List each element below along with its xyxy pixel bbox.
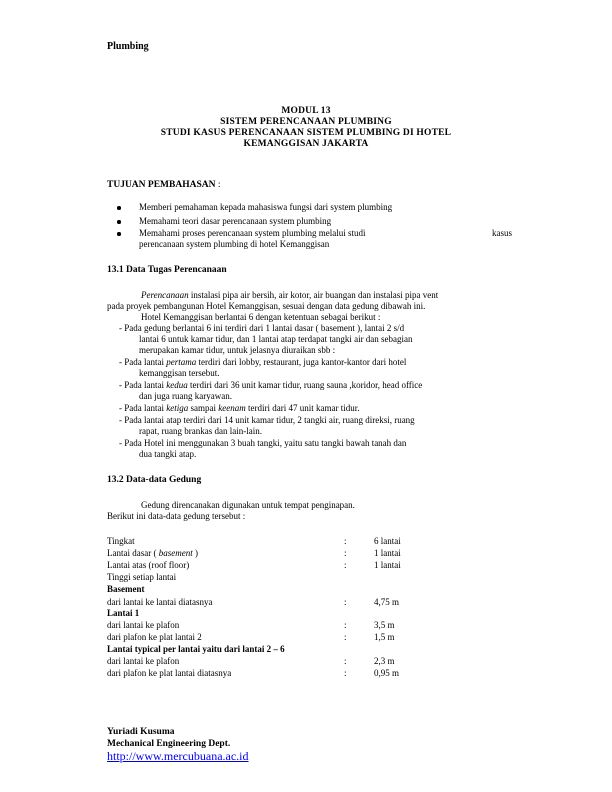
floor-item-pre: - Pada lantai xyxy=(119,380,167,390)
floor-item xyxy=(119,380,422,391)
data-group-heading: Lantai typical per lantai yaitu dari lantai 2 – 6 xyxy=(107,644,285,654)
data-row-value: 1 lantai xyxy=(374,560,401,570)
floor-item-cont: rapat, ruang brankas dan lain-lain. xyxy=(139,426,262,436)
data-row-label: Tinggi setiap lantai xyxy=(107,572,177,582)
objective-item-tail: kasus xyxy=(492,228,512,238)
data-row-colon: : xyxy=(344,632,347,642)
floor-item-mid: sampai xyxy=(188,403,219,413)
data-row-value: 1,5 m xyxy=(374,632,395,642)
module-subtitle-cont: KEMANGGISAN JAKARTA xyxy=(243,139,369,149)
floor-item-post: terdiri dari 36 unit kamar tidur, ruang sauna ,koridor, head office xyxy=(187,380,423,390)
bullet-dot xyxy=(117,206,121,210)
data-row-label: dari plafon ke plat lantai diatasnya xyxy=(107,668,232,678)
objective-item-cont: perencanaan system plumbing di hotel Kemanggisan xyxy=(139,239,330,249)
footer-website-link[interactable]: http://www.mercubuana.ac.id xyxy=(107,749,249,763)
bullet-dot xyxy=(117,232,121,236)
objective-item: Memberi pemahaman kepada mahasiswa fungsi dari system plumbing xyxy=(139,202,393,212)
floor-item: - Pada gedung berlantai 6 ini terdiri dari 1 lantai dasar ( basement ), lantai 2 s/d xyxy=(119,323,405,333)
data-row-label xyxy=(107,548,198,558)
data-row-label: Lantai atas (roof floor) xyxy=(107,560,190,570)
data-row-colon: : xyxy=(344,548,347,558)
objectives-heading-text: TUJUAN PEMBAHASAN xyxy=(107,180,216,190)
floor-item-cont: kemanggisan tersebut. xyxy=(139,368,220,378)
floor-item: - Pada Hotel ini menggunakan 3 buah tangki, yaitu satu tangki bawah tanah dan xyxy=(119,438,407,448)
section-heading-13-1: 13.1 Data Tugas Perencanaan xyxy=(107,265,227,275)
section1-para-line: pada proyek pembangunan Hotel Kemanggisan, sesuai dengan data gedung dibawah ini. xyxy=(107,301,426,311)
data-row-colon: : xyxy=(344,620,347,630)
data-row-label: dari lantai ke lantai diatasnya xyxy=(107,597,213,607)
data-row-value: 0,95 m xyxy=(374,668,400,678)
section1-para-line: Hotel Kemanggisan berlantai 6 dengan ketentuan sebagai berikut : xyxy=(141,312,381,322)
data-row-label: Tingkat xyxy=(107,536,135,546)
floor-item-pre: - Pada lantai xyxy=(119,403,167,413)
objectives-colon: : xyxy=(217,180,221,190)
section-heading-13-2: 13.2 Data-data Gedung xyxy=(107,475,202,485)
floor-item xyxy=(119,403,359,414)
data-row-value: 6 lantai xyxy=(374,536,401,546)
running-header: Plumbing xyxy=(107,41,149,52)
data-row-colon: : xyxy=(344,656,347,666)
objective-item: Memahami proses perencanaan system plumbing melalui studi xyxy=(139,228,366,238)
data-row-label-italic: basement xyxy=(158,548,193,558)
data-row-value: 1 lantai xyxy=(374,548,401,558)
floor-item-pre: - Pada lantai xyxy=(119,357,167,367)
floor-item-cont: dan juga ruang karyawan. xyxy=(139,391,232,401)
footer-author: Yuriadi Kusuma xyxy=(107,727,175,737)
data-row-label: dari lantai ke plafon xyxy=(107,656,180,666)
data-row-colon: : xyxy=(344,668,347,678)
floor-item-italic: pertama xyxy=(166,357,197,367)
data-row-value: 3,5 m xyxy=(374,620,395,630)
section2-para-line: Gedung direncanakan digunakan untuk tempat penginapan. xyxy=(141,500,355,510)
floor-item-italic-2: keenam xyxy=(218,403,246,413)
module-title: SISTEM PERENCANAAN PLUMBING xyxy=(220,117,392,127)
data-group-heading: Lantai 1 xyxy=(107,608,140,618)
floor-item-post: terdiri dari 47 unit kamar tidur. xyxy=(245,403,360,413)
floor-item: - Pada lantai atap terdiri dari 14 unit kamar tidur, 2 tangki air, ruang direksi, ruang xyxy=(119,415,415,425)
data-row-colon: : xyxy=(344,560,347,570)
floor-item-cont: merupakan kamar tidur, untuk jelasnya diuraikan sbb : xyxy=(139,345,336,355)
data-group-heading: Basement xyxy=(107,584,145,594)
objective-item: Memahami teori dasar perencanaan system plumbing xyxy=(139,216,332,226)
objectives-heading xyxy=(107,180,220,190)
section1-para-italic: Perencanaan xyxy=(141,290,189,300)
data-row-colon: : xyxy=(344,536,347,546)
data-row-label: dari plafon ke plat lantai 2 xyxy=(107,632,202,642)
module-number: MODUL 13 xyxy=(281,106,331,116)
floor-item-post: terdiri dari lobby, restaurant, juga kantor-kantor dari hotel xyxy=(196,357,407,367)
floor-item-cont: lantai 6 untuk kamar tidur, dan 1 lantai atap terdapat tangki air dan sebagian xyxy=(139,334,413,344)
module-subtitle: STUDI KASUS PERENCANAAN SISTEM PLUMBING DI HOTEL xyxy=(160,128,452,138)
floor-item xyxy=(119,357,406,368)
data-row-label-post: ) xyxy=(192,548,198,558)
data-row-value: 2,3 m xyxy=(374,656,395,666)
floor-item-italic: ketiga xyxy=(166,403,189,413)
section1-para-line xyxy=(141,290,438,301)
data-row-colon: : xyxy=(344,597,347,607)
bullet-dot xyxy=(117,220,121,224)
footer-dept: Mechanical Engineering Dept. xyxy=(107,739,231,749)
data-row-label: dari lantai ke plafon xyxy=(107,620,180,630)
floor-item-italic: kedua xyxy=(166,380,188,390)
section2-para-line: Berikut ini data-data gedung tersebut : xyxy=(107,511,246,521)
data-row-label-pre: Lantai dasar ( xyxy=(107,548,159,558)
section1-para-rest: instalasi pipa air bersih, air kotor, air buangan dan instalasi pipa vent xyxy=(188,290,439,300)
data-row-value: 4,75 m xyxy=(374,597,400,607)
floor-item-cont: dua tangki atap. xyxy=(139,449,197,459)
